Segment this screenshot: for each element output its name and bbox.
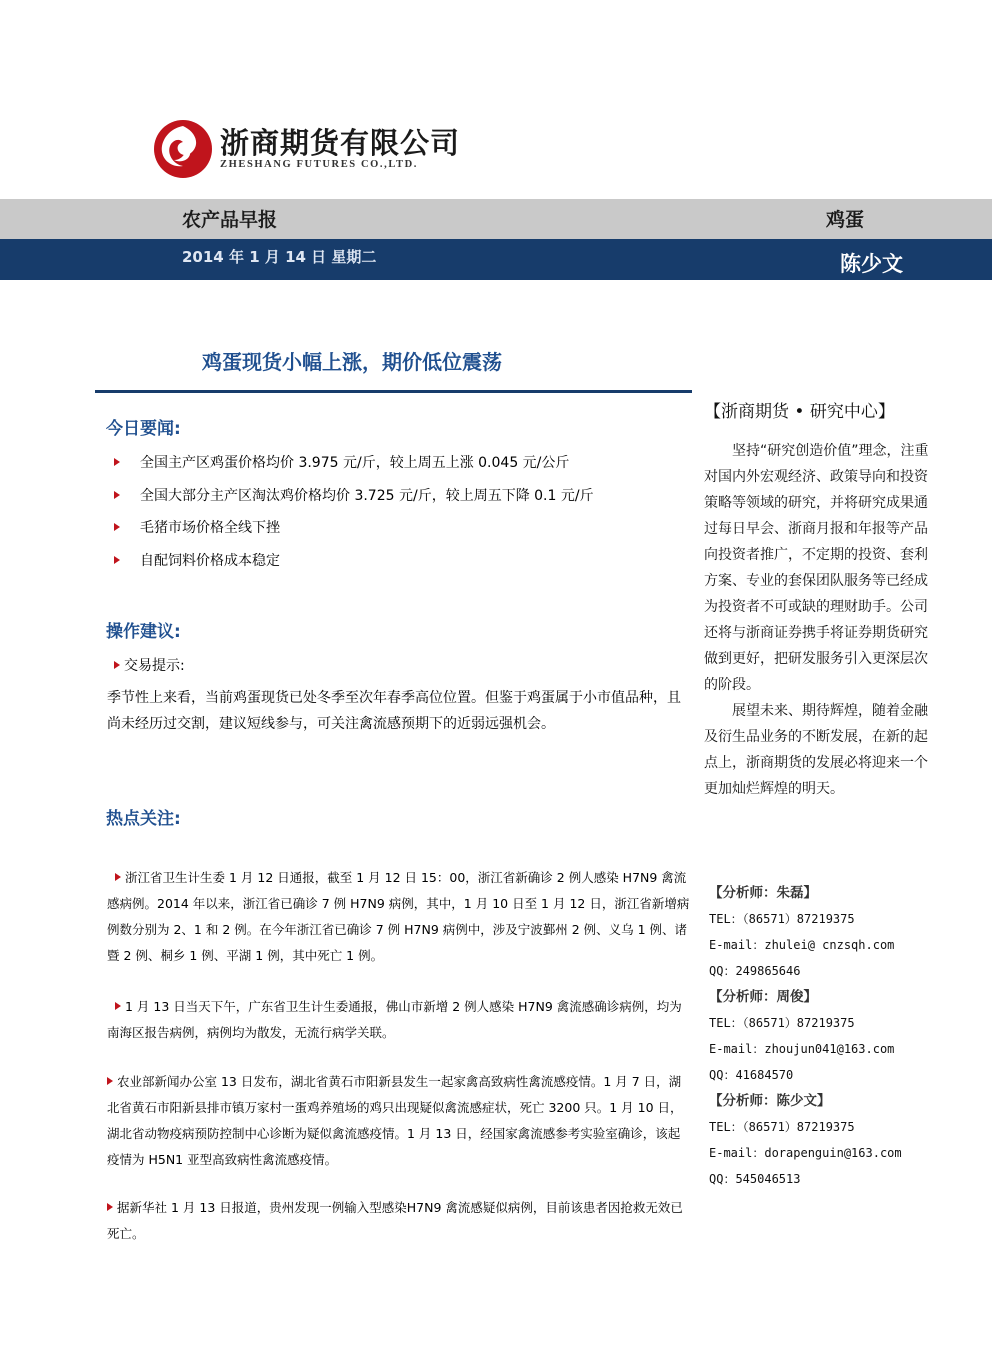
news-heading: 今日要闻: (106, 419, 181, 439)
analyst-qq: QQ：545046513 (709, 1172, 801, 1186)
trade-tip-text: 交易提示: (124, 658, 185, 674)
analyst-email: E-mail：zhoujun041@163.com (709, 1042, 895, 1056)
zheshang-logo-icon (152, 118, 214, 180)
bullet-triangle-icon (114, 661, 120, 669)
analyst-tel: TEL：（86571）87219375 (709, 912, 855, 926)
analyst-card (709, 880, 894, 984)
bullet-triangle-icon (114, 491, 120, 499)
bullet-triangle-icon (114, 556, 120, 564)
sidebar-para: 坚持“研究创造价值”理念，注重对国内外宏观经济、政策导向和投资策略等领域的研究，并将研究成果通过每日早会、浙商月报和年报等产品向投资者推广，不定期的投资、套利方案、专业的套保团队服务等已经成为投资者不可或缺的理财助手。公司还将与浙商证券携手将证券期货研究做到更好，把研发服务引入更深层次的阶段。 (704, 443, 929, 693)
sidebar-para: 展望未来、期待辉煌，随着金融及衍生品业务的不断发展，在新的起点上，浙商期货的发展必将迎来一个更加灿烂辉煌的明天。 (704, 703, 928, 797)
ops-heading: 操作建议: (106, 622, 181, 642)
analyst-qq: QQ：41684570 (709, 1068, 794, 1082)
news-item (114, 517, 280, 537)
report-date: 2014 年 1 月 14 日 星期二 (182, 248, 377, 266)
analyst-name: 【分析师：陈少文】 (709, 1093, 831, 1109)
page-title: 鸡蛋现货小幅上涨，期价低位震荡 (202, 350, 502, 374)
news-item-text: 自配饲料价格成本稳定 (140, 553, 280, 569)
bullet-triangle-icon (114, 523, 120, 531)
trade-tip-label (114, 655, 185, 675)
analyst-card (709, 1088, 902, 1192)
hot-item-text: 据新华社 1 月 13 日报道，贵州发现一例输入型感染H7N9 禽流感疑似病例，目前该患者因抢救无效已死亡。 (107, 1200, 683, 1241)
report-author: 陈少文 (840, 252, 903, 276)
bullet-triangle-icon (115, 873, 121, 881)
sidebar-text (704, 438, 938, 802)
title-divider (95, 390, 692, 393)
analyst-tel: TEL：（86571）87219375 (709, 1016, 855, 1030)
hot-item (107, 994, 691, 1046)
hot-item-text: 1 月 13 日当天下午，广东省卫生计生委通报，佛山市新增 2 例人感染 H7N9 禽流感确诊病例，均为南海区报告病例，病例均为散发，无流行病学关联。 (107, 999, 682, 1040)
bullet-triangle-icon (107, 1203, 113, 1211)
hot-item-text: 浙江省卫生计生委 1 月 12 日通报，截至 1 月 12 日 15：00，浙江省新确诊 2 例人感染 H7N9 禽流感病例。2014 年以来，浙江省已确诊 7 例 H7N9 病例，其中，1 月 10 日至 1 月 12 日，浙江省新增病例数分别为 2、1 和 2 例。在今年浙江省已确诊 7 例 H7N9 病例中，涉及宁波鄞州 2 例、义乌 1 例、诸暨 2 例、桐乡 1 例、平湖 1 例，其中死亡 1 例。 (107, 870, 690, 963)
news-item-text: 毛猪市场价格全线下挫 (140, 520, 280, 536)
sidebar-heading: 【浙商期货 • 研究中心】 (704, 402, 895, 422)
analyst-card (709, 984, 894, 1088)
commodity-label: 鸡蛋 (826, 209, 865, 231)
bullet-triangle-icon (115, 1002, 121, 1010)
analyst-qq: QQ：249865646 (709, 964, 801, 978)
hot-item-text: 农业部新闻办公室 13 日发布，湖北省黄石市阳新县发生一起家禽高致病性禽流感疫情。1 月 7 日，湖北省黄石市阳新县排市镇万家村一蛋鸡养殖场的鸡只出现疑似禽流感症状，死亡 3200 只。1 月 10 日，湖北省动物疫病预防控制中心诊断为疑似禽流感疫情。1 月 13 日，经国家禽流感参考实验室确诊，该起疫情为 H5N1 亚型高致病性禽流感疫情。 (107, 1074, 683, 1167)
analyst-name: 【分析师：朱磊】 (709, 885, 817, 901)
bullet-triangle-icon (114, 458, 120, 466)
analyst-name: 【分析师：周俊】 (709, 989, 817, 1005)
company-name-cn: 浙商期货有限公司 (220, 126, 461, 160)
news-item (114, 550, 280, 570)
hot-item (107, 1069, 691, 1173)
news-item (114, 485, 594, 505)
news-item (114, 452, 569, 472)
analyst-email: E-mail：dorapenguin@163.com (709, 1146, 902, 1160)
bullet-triangle-icon (107, 1077, 113, 1085)
news-item-text: 全国主产区鸡蛋价格均价 3.975 元/斤，较上周五上涨 0.045 元/公斤 (140, 455, 570, 471)
hot-item (107, 1195, 691, 1247)
ops-advice-text: 季节性上来看，当前鸡蛋现货已处冬季至次年春季高位位置。但鉴于鸡蛋属于小市值品种，且尚未经历过交割，建议短线参与，可关注禽流感预期下的近弱远强机会。 (107, 690, 681, 732)
news-item-text: 全国大部分主产区淘汰鸡价格均价 3.725 元/斤，较上周五下降 0.1 元/斤 (140, 488, 594, 504)
analyst-email: E-mail：zhulei@ cnzsqh.com (709, 938, 895, 952)
analyst-tel: TEL：（86571）87219375 (709, 1120, 855, 1134)
hot-item (107, 865, 691, 969)
company-name-en: ZHESHANG FUTURES CO.,LTD. (220, 159, 419, 170)
hot-heading: 热点关注: (106, 809, 181, 829)
report-type: 农产品早报 (182, 209, 278, 231)
